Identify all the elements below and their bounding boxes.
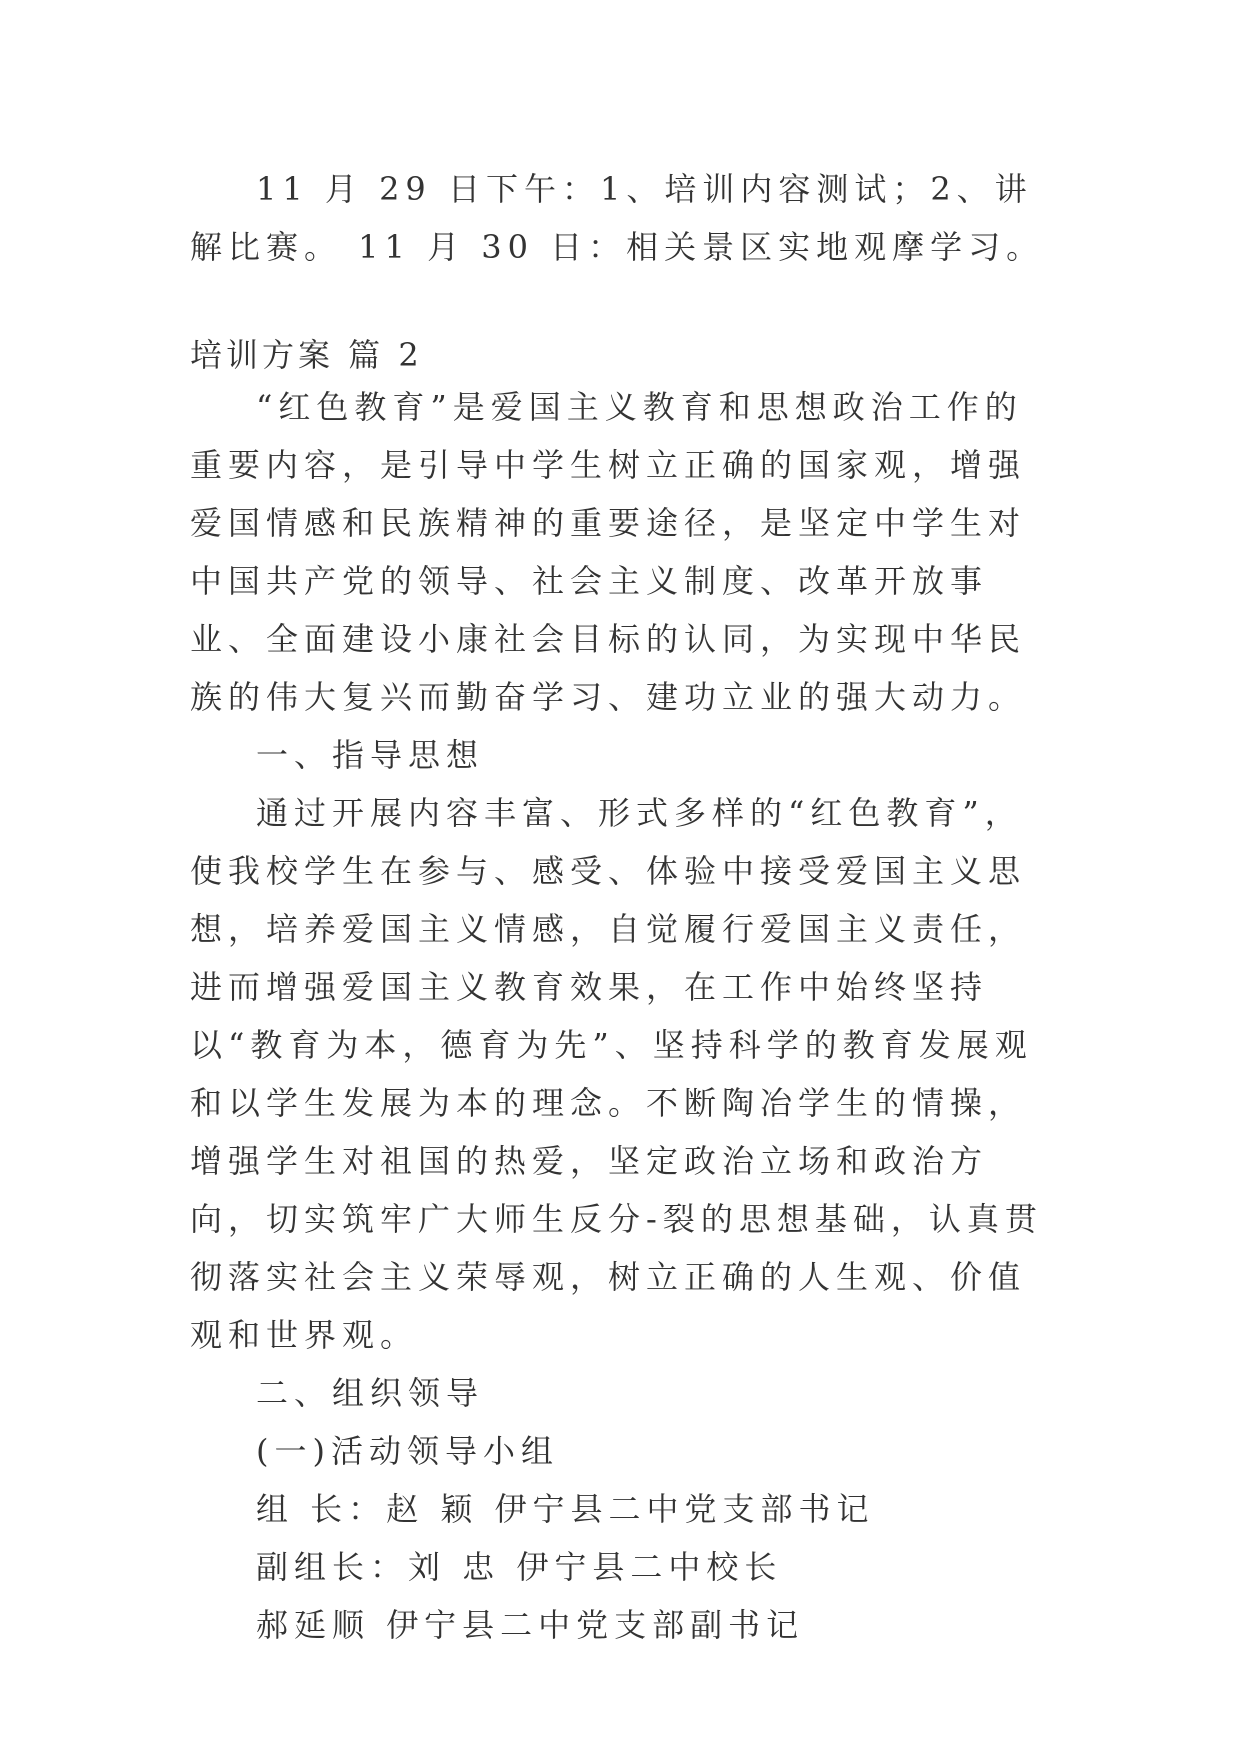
guiding-ideology-paragraph: 通过开展内容丰富、形式多样的“红色教育”，使我校学生在参与、感受、体验中接受爱国主义思想，培养爱国主义情感，自觉履行爱国主义责任，进而增强爱国主义教育效果，在工作中始终坚持以“教育为本，德育为先”、坚持科学的教育发展观和以学生发展为本的理念。不断陶冶学生的情操，增强学生对祖国的热爱，坚定政治立场和政治方向，切实筑牢广大师生反分-裂的思想基础，认真贯彻落实社会主义荣辱观，树立正确的人生观、价值观和世界观。 <box>190 794 1043 1354</box>
deputy-leader-line: 副组长：刘 忠 伊宁县二中校长 <box>256 1548 783 1586</box>
member-line: 郝延顺 伊宁县二中党支部副书记 <box>256 1606 805 1644</box>
heading-guiding-ideology: 一、指导思想 <box>256 736 485 774</box>
heading-organization: 二、组织领导 <box>256 1374 485 1412</box>
subheading-leading-group: (一)活动领导小组 <box>256 1432 559 1470</box>
section-title: 培训方案 篇 2 <box>190 336 423 374</box>
schedule-paragraph: 11 月 29 日下午：1、培训内容测试；2、讲解比赛。 11 月 30 日：相关景区实地观摩学习。 <box>190 170 1045 266</box>
document-page <box>190 160 1050 1654</box>
intro-paragraph: “红色教育”是爱国主义教育和思想政治工作的重要内容，是引导中学生树立正确的国家观，增强爱国情感和民族精神的重要途径，是坚定中学生对中国共产党的领导、社会主义制度、改革开放事业、全面建设小康社会目标的认同，为实现中华民族的伟大复兴而勤奋学习、建功立业的强大动力。 <box>190 388 1027 716</box>
group-leader-line: 组 长：赵 颖 伊宁县二中党支部书记 <box>256 1490 875 1528</box>
